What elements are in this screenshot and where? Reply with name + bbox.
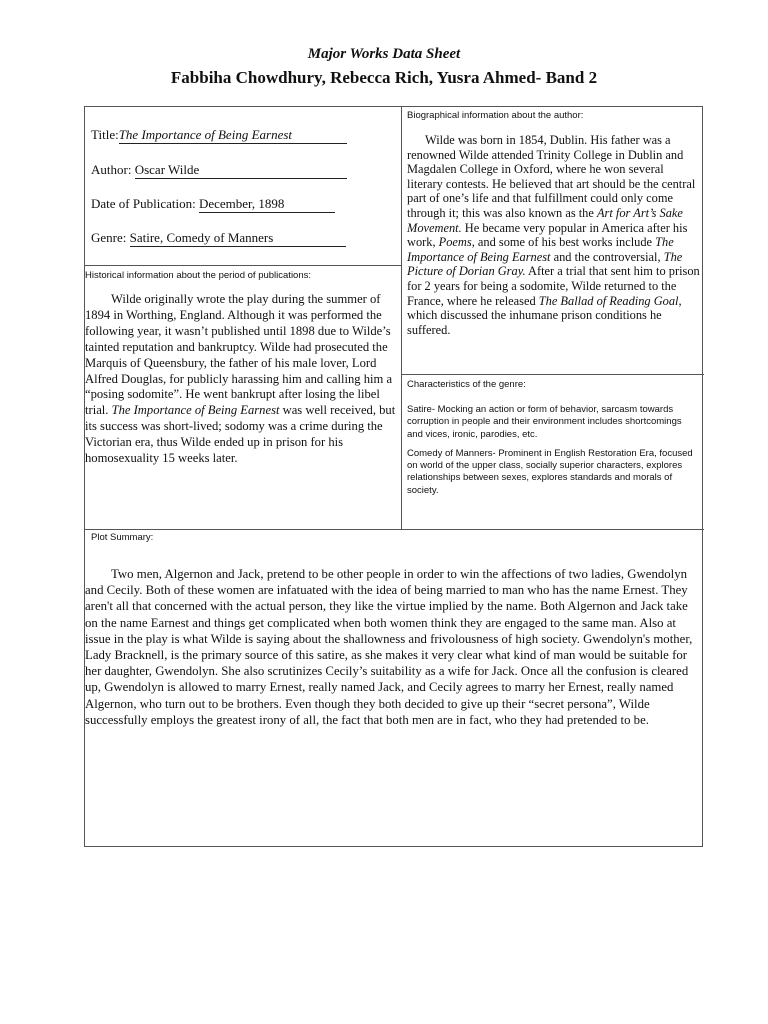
satire-description: Satire- Mocking an action or form of behavior, sarcasm towards corruption in people and their environment includes shortcomings and vices, ironic, parodies, etc. [407, 404, 682, 440]
historical-text-b: was well received, but its success was short-lived; sodomy was a crime during the Victorian era, thus Wilde ended up in prison for his homosexuality 15 weeks later. [85, 403, 396, 466]
bio-part-5: After a trial that sent him to prison for 2 years for being a sodomite, Wilde returned to the France, where he released [407, 264, 700, 308]
genre-characteristics-label: Characteristics of the genre: [407, 379, 526, 390]
bio-italic-4: The Picture of Dorian Gray. [407, 249, 683, 279]
bio-part-6: which discussed the inhumane prison conditions he suffered. [407, 308, 662, 337]
biographical-label: Biographical information about the author: [407, 110, 584, 121]
date-field [91, 196, 335, 213]
genre-value: Satire, Comedy of Manners [130, 230, 346, 247]
biographical-text [407, 133, 701, 337]
genre-characteristics-text [407, 404, 699, 504]
plot-summary-label: Plot Summary: [91, 532, 154, 543]
author-value: Oscar Wilde [135, 162, 347, 179]
bio-italic-5: The Ballad of Reading Goal, [538, 293, 682, 308]
historical-text-a: Wilde originally wrote the play during the summer of 1894 in Worthing, England. Although it was performed the following year, it wasn’t published until 1898 due to Wilde’s tainted reputation and bankruptcy. Wilde had prosecuted the Marquis of Queensbury, the father of his male lover, Lord Alfred Douglas, for publicly harassing him and calling him a “posing sodomite”. He went bankrupt after losing the libel trial. [85, 292, 393, 418]
author-label: Author: [91, 162, 132, 177]
genre-label: Genre: [91, 230, 127, 245]
historical-text-italic: The Importance of Being Earnest [111, 403, 280, 418]
data-sheet-table [84, 106, 703, 847]
title-field [91, 127, 347, 144]
date-label: Date of Publication: [91, 196, 196, 211]
bio-italic-2: Poems, [438, 235, 475, 250]
historical-label: Historical information about the period of publications: [85, 270, 312, 281]
row-divider-left [85, 265, 401, 266]
author-field [91, 162, 347, 179]
bio-part-3: and some of his best works include [474, 235, 656, 250]
bio-part-1: Wilde was born in 1854, Dublin. His father was a renowned Wilde attended Trinity College in Dublin and Magdalen College in Oxford, where he won several literary contests. He believed that art should be the central part of one’s life and that fulfillment could only come through it; this was also known as the [407, 133, 696, 220]
historical-text [85, 292, 397, 467]
title-value: The Importance of Being Earnest [119, 127, 347, 144]
plot-summary-text [85, 566, 702, 728]
bio-part-2: He became very popular in America after his work, [407, 220, 688, 250]
bio-italic-1: Art for Art’s Sake Movement. [407, 205, 683, 235]
comedy-description: Comedy of Manners- Prominent in English Restoration Era, focused on world of the upper class, socially superior characters, explores relationships between sexes, explores standards and morals of society. [407, 447, 693, 496]
authors-line: Fabbiha Chowdhury, Rebecca Rich, Yusra Ahmed- Band 2 [170, 68, 598, 87]
title-label: Title: [91, 127, 119, 142]
bio-part-4: and the controversial, [550, 249, 664, 264]
plot-summary-body: Two men, Algernon and Jack, pretend to be other people in order to win the affections of two ladies, Gwendolyn and Cecily. Both of these women are infatuated with the idea of being married to man who has the name Ernest. They aren't all that concerned with the actual person, they like the virtue implied by the name. Both Algernon and Jack take on the name Earnest and things get complicated when both women think they are engaged to the same man. Also at issue in the play is what Wilde is saying about the shallowness and frivolousness of high society. Gwendolyn's mother, Lady Bracknell, is the primary source of this satire, as she makes it very clear what kind of man would be suitable for her daughter, Gwendolyn. She also scrutinizes Cecily’s suitability as a wife for Jack. Once all the confusion is cleared up, Gwendolyn is allowed to marry Ernest, really named Jack, and Cecily agrees to marry her Ernest, really named Algernon, who turn out to be brothers. Even though they both decided to give up their “secret persona”, Wilde successfully employs the greatest irony of all, the fact that both men are in fact, who they had pretended to be. [85, 567, 693, 727]
sheet-title: Major Works Data Sheet [307, 46, 461, 62]
genre-field [91, 230, 346, 247]
date-value: December, 1898 [199, 196, 335, 213]
bio-italic-3: The Importance of Being Earnest [407, 235, 674, 264]
row-divider-right [401, 374, 704, 375]
row-divider-plot [85, 529, 704, 530]
column-divider [401, 107, 402, 529]
